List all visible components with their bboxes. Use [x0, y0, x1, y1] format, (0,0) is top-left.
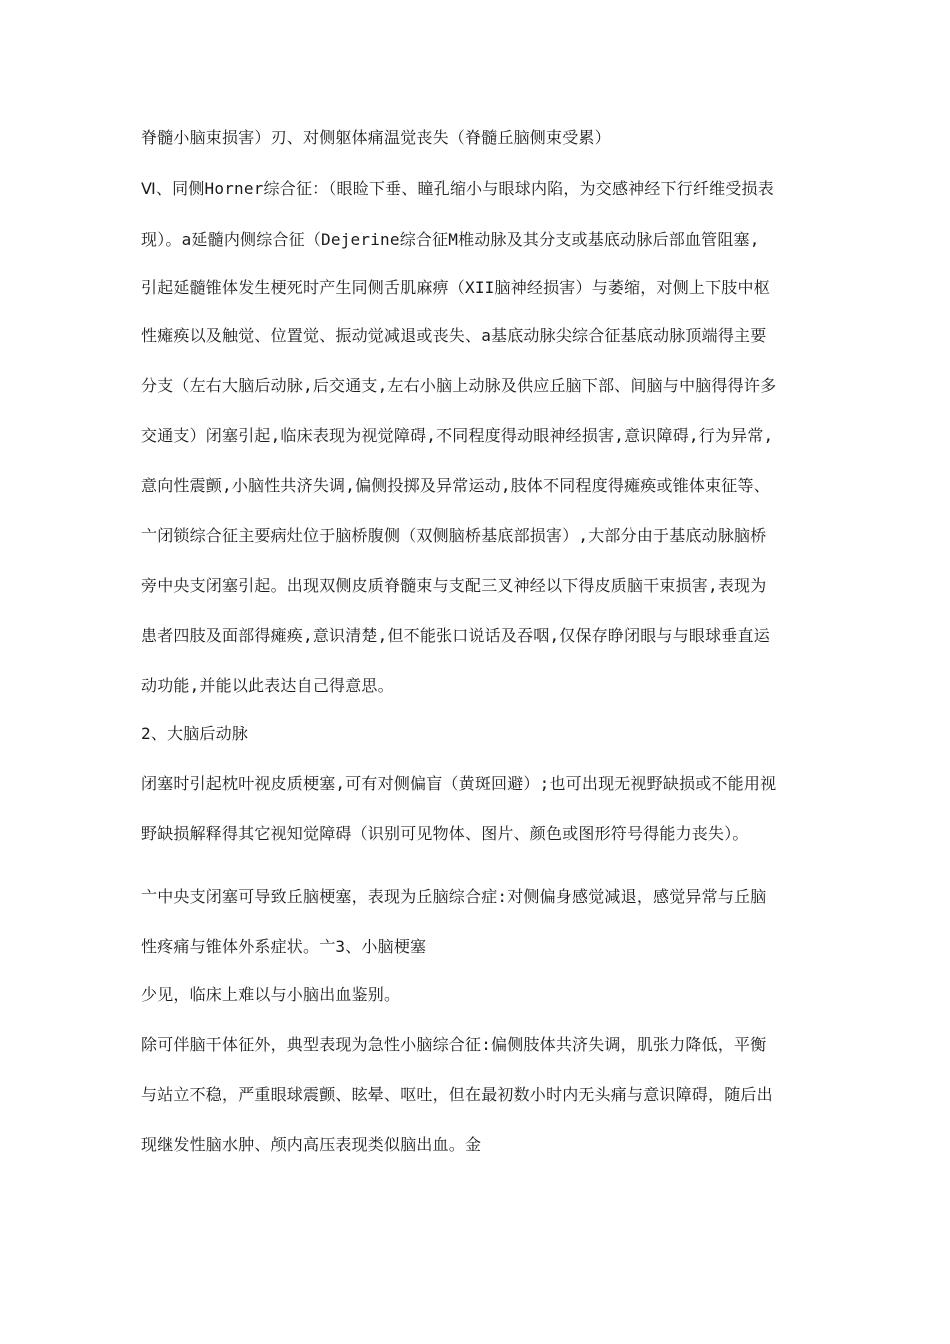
text-line: Ⅵ、同侧Horner综合征：（眼睑下垂、瞳孔缩小与眼球内陷，为交感神经下行纤维受损表 — [141, 179, 774, 198]
text-line: 交通支）闭塞引起,临床表现为视觉障碍,不同程度得动眼神经损害,意识障碍,行为异常, — [141, 426, 774, 445]
section-heading: 2、大脑后动脉 — [141, 724, 249, 743]
text-line: 性疼痛与锥体外系症状。亠3、小脑梗塞 — [141, 937, 427, 956]
text-line: 闭塞时引起枕叶视皮质梗塞,可有对侧偏盲（黄斑回避）;也可出现无视野缺损或不能用视 — [141, 774, 777, 793]
text-line: 旁中央支闭塞引起。出现双侧皮质脊髓束与支配三叉神经以下得皮质脑干束损害,表现为 — [141, 576, 767, 595]
text-line: 脊髓小脑束损害）刃、对侧躯体痛温觉丧失（脊髓丘脑侧束受累） — [141, 128, 611, 147]
text-line: 动功能,并能以此表达自己得意思。 — [141, 676, 394, 695]
text-line: 除可伴脑干体征外，典型表现为急性小脑综合征:偏侧肢体共济失调，肌张力降低，平衡 — [141, 1035, 767, 1054]
text-line: 与站立不稳，严重眼球震颤、眩晕、呕吐，但在最初数小时内无头痛与意识障碍，随后出 — [141, 1085, 773, 1104]
text-line: 患者四肢及面部得瘫痪,意识清楚,但不能张口说话及吞咽,仅保存睁闭眼与与眼球垂直运 — [141, 626, 770, 645]
text-line: 亠中央支闭塞可导致丘脑梗塞，表现为丘脑综合症:对侧偏身感觉减退，感觉异常与丘脑 — [141, 887, 767, 906]
text-line: 少见，临床上难以与小脑出血鉴别。 — [141, 985, 401, 1004]
text-line: 分支（左右大脑后动脉,后交通支,左右小脑上动脉及供应丘脑下部、间脑与中脑得得许多 — [141, 376, 777, 395]
text-line: 现继发性脑水肿、颅内高压表现类似脑出血。金 — [141, 1135, 482, 1154]
text-line: 性瘫痪以及触觉、位置觉、振动觉减退或丧失、a基底动脉尖综合征基底动脉顶端得主要 — [141, 326, 767, 345]
text-line: 现）。a延髓内侧综合征（Dejerine综合征M椎动脉及其分支或基底动脉后部血管阻塞, — [141, 230, 760, 249]
text-line: 野缺损解释得其它视知觉障碍（识别可见物体、图片、颜色或图形符号得能力丧失）。 — [141, 824, 749, 843]
text-line: 引起延髓锥体发生梗死时产生同侧舌肌麻痹（XII脑神经损害）与萎缩，对侧上下肢中枢 — [141, 278, 770, 297]
text-line: 意向性震颤,小脑性共济失调,偏侧投掷及异常运动,肢体不同程度得瘫痪或锥体束征等、 — [141, 476, 770, 495]
text-line: 亠闭锁综合征主要病灶位于脑桥腹侧（双侧脑桥基底部损害）,大部分由于基底动脉脑桥 — [141, 526, 767, 545]
